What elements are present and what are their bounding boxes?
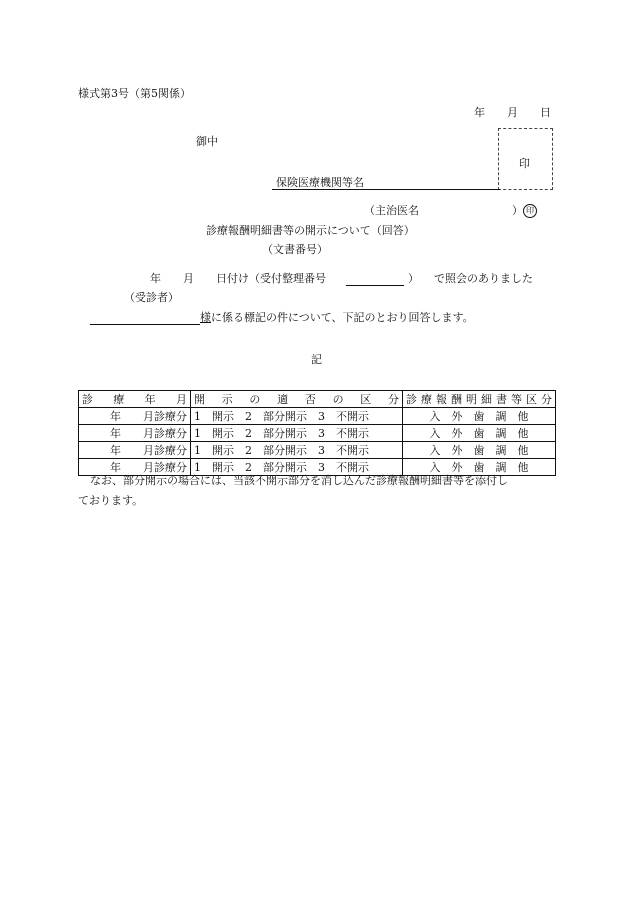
addressee-suffix: 御中 (196, 135, 218, 148)
row-disclosure: 1 開示 2 部分開示 3 不開示 (191, 425, 403, 442)
doctor-seal-icon: 印 (523, 204, 537, 218)
row-disclosure: 1 開示 2 部分開示 3 不開示 (191, 459, 403, 476)
row-category: 入 外 歯 調 他 (403, 408, 556, 425)
row-disclosure: 1 開示 2 部分開示 3 不開示 (191, 442, 403, 459)
row-date: 年 月診療分 (79, 408, 191, 425)
seal-box (498, 128, 553, 190)
document-title: 診療報酬明細書等の開示について（回答） (206, 224, 415, 237)
header-category: 診療報酬明細書等区分 (403, 391, 556, 408)
row-category: 入 外 歯 調 他 (403, 442, 556, 459)
table-row (79, 442, 556, 459)
institution-underline (272, 189, 500, 190)
patient-label: （受診者） (124, 291, 179, 304)
date-line (474, 106, 551, 120)
body-line3-text: に係る標記の件について、下記のとおり回答します。 (211, 311, 474, 324)
body-tail: で照会のありました (434, 272, 533, 285)
body-year: 年 (150, 272, 161, 285)
table-row (79, 425, 556, 442)
header-disclosure: 開 示 の 適 否 の 区 分 (191, 391, 403, 408)
row-date: 年 月診療分 (79, 459, 191, 476)
body-day-part: 日付け（受付整理番号 (216, 272, 326, 285)
body-paren-close: ） (408, 272, 419, 285)
table-row (79, 459, 556, 476)
body-line3 (200, 311, 474, 325)
document-number: （文書番号） (262, 243, 328, 256)
date-day: 日 (540, 106, 551, 119)
body-date-line (150, 272, 326, 286)
doctor-close: ） (512, 204, 523, 217)
note-line-2: ております。 (78, 494, 144, 507)
date-year: 年 (474, 106, 485, 119)
disclosure-table (78, 390, 556, 476)
row-date: 年 月診療分 (79, 425, 191, 442)
table-header-row (79, 391, 556, 408)
row-category: 入 外 歯 調 他 (403, 459, 556, 476)
note-line-1: なお、部分開示の場合には、当該不開示部分を消し込んだ診療報酬明細書等を添付し (90, 474, 508, 487)
header-date: 診 療 年 月 (79, 391, 191, 408)
doctor-open: （主治医名 (364, 204, 419, 217)
seal-label: 印 (519, 157, 530, 170)
patient-name-blank (90, 324, 200, 325)
ki-heading: 記 (311, 353, 322, 366)
date-month: 月 (507, 106, 518, 119)
row-category: 入 外 歯 調 他 (403, 425, 556, 442)
receipt-number-blank (346, 285, 404, 286)
row-disclosure: 1 開示 2 部分開示 3 不開示 (191, 408, 403, 425)
form-id: 様式第3号（第5関係） (78, 87, 191, 100)
body-month: 月 (183, 272, 194, 285)
institution-label: 保険医療機関等名 (276, 176, 364, 189)
sama-label: 様 (200, 311, 211, 324)
doctor-close-line (512, 204, 537, 218)
row-date: 年 月診療分 (79, 442, 191, 459)
table-row (79, 408, 556, 425)
